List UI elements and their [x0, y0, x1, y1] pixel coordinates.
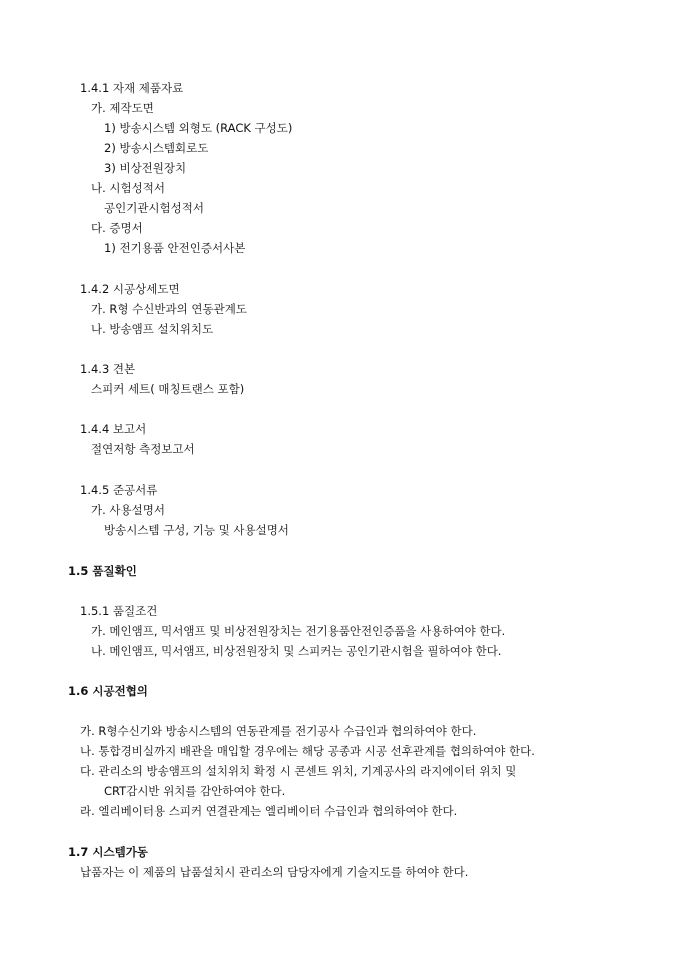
section-1-4-2-item: 가. R형 수신반과의 연동관계도: [91, 302, 247, 316]
section-1-4-3-text: 스피커 세트( 매칭트랜스 포함): [91, 382, 245, 396]
section-1-4-3-title: 1.4.3 견본: [80, 362, 136, 376]
section-1-4-4-title: 1.4.4 보고서: [80, 422, 147, 436]
section-1-4-1-da-item: 1) 전기용품 안전인증서사본: [104, 241, 246, 255]
section-1-4-1-na-text: 공인기관시험성적서: [104, 201, 204, 215]
section-1-4-1-ga-item: 2) 방송시스템회로도: [104, 141, 209, 155]
section-1-5-1-item: 나. 메인앰프, 믹서앰프, 비상전원장치 및 스피커는 공인기관시험을 필하여야 한다.: [91, 644, 502, 658]
section-1-4-1-ga: 가. 제작도면: [91, 101, 154, 115]
section-1-4-1-ga-item: 1) 방송시스템 외형도 (RACK 구성도): [104, 121, 293, 135]
section-1-6-item-continuation: CRT감시반 위치를 감안하여야 한다.: [104, 784, 286, 798]
section-1-6-item: 다. 관리소의 방송앰프의 설치위치 확정 시 콘센트 위치, 기계공사의 라지에이터 위치 및: [80, 764, 517, 778]
section-1-4-1-title: 1.4.1 자재 제품자료: [80, 81, 184, 95]
section-1-6-title: 1.6 시공전협의: [68, 684, 148, 698]
section-1-4-5-ga: 가. 사용설명서: [91, 503, 165, 517]
section-1-6-item: 나. 통합경비실까지 배관을 매입할 경우에는 해당 공종과 시공 선후관계를 협의하여야 한다.: [80, 744, 535, 758]
section-1-7-title: 1.7 시스템가동: [68, 845, 148, 859]
section-1-5-1-item: 가. 메인앰프, 믹서앰프 및 비상전원장치는 전기용품안전인증품을 사용하여야 한다.: [91, 624, 506, 638]
section-1-5-1-title: 1.5.1 품질조건: [80, 604, 158, 618]
section-1-4-1-na: 나. 시험성적서: [91, 181, 165, 195]
section-1-4-5-title: 1.4.5 준공서류: [80, 483, 158, 497]
section-1-5-title: 1.5 품질확인: [68, 564, 137, 578]
section-1-4-2-title: 1.4.2 시공상세도면: [80, 282, 180, 296]
section-1-6-item: 가. R형수신기와 방송시스템의 연동관계를 전기공사 수급인과 협의하여야 한다.: [80, 724, 477, 738]
section-1-6-item: 라. 엘리베이터용 스피커 연결관계는 엘리베이터 수급인과 협의하여야 한다.: [80, 804, 458, 818]
section-1-4-5-ga-text: 방송시스템 구성, 기능 및 사용설명서: [104, 523, 289, 537]
section-1-7-text: 납품자는 이 제품의 납품설치시 관리소의 담당자에게 기술지도를 하여야 한다.: [80, 865, 469, 879]
section-1-4-1-da: 다. 증명서: [91, 221, 143, 235]
section-1-4-2-item: 나. 방송앰프 설치위치도: [91, 322, 214, 336]
section-1-4-1-ga-item: 3) 비상전원장치: [104, 161, 187, 175]
section-1-4-4-text: 절연저항 측정보고서: [91, 442, 195, 456]
